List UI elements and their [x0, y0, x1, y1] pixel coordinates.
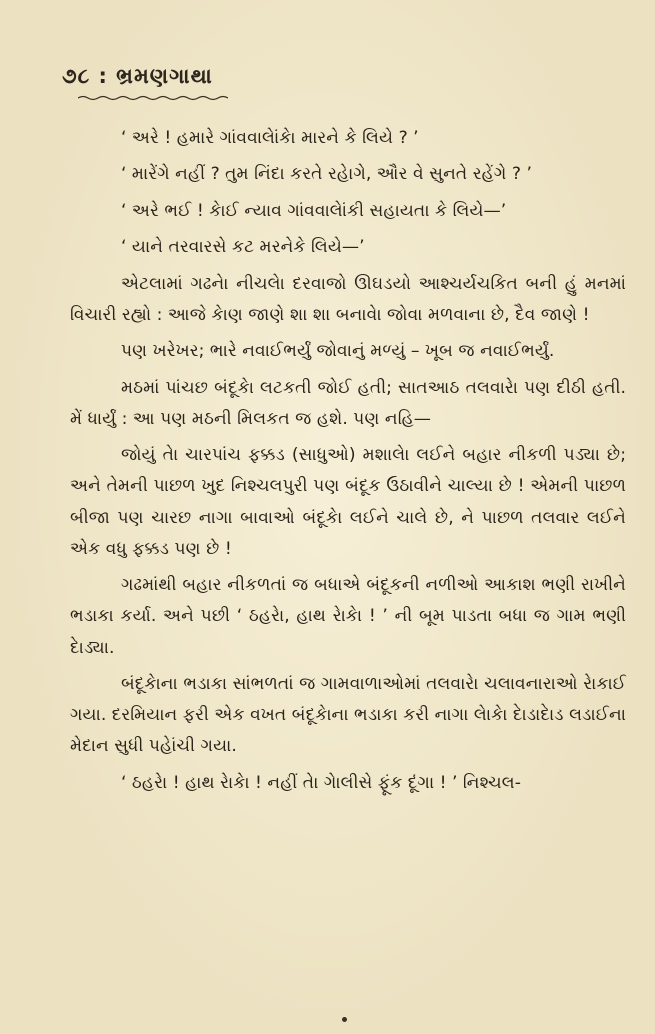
paragraph: ‘ યાને તરવારસે કટ મરનેકે લિયે—’ [121, 237, 365, 258]
paragraph: એટલામાં ગઢનેા નીચલેા દરવાજો ઊઘડયો આશ્ચર્યચકિત બની હું મનમાં વિચારી રહ્યો : આજે કેાણ જાણે શા શા બનાવેા જોવા મળવાના છે, દૈવ જાણે ! [70, 273, 626, 325]
paragraph: ગઢમાંથી બહાર નીકળતાં જ બધાએ બંદૂકની નળીઓ આકાશ ભણી રાખીને ભડાકા કર્યા. અને પછી ‘ ઠહરેા, હાથ રેાકેા ! ’ ની બૂમ પાડતા બધા જ ગામ ભણી દેાડ્યા. [70, 575, 626, 658]
paragraph: મઠમાં પાંચછ બંદૂકેા લટકતી જોઈ હતી; સાતઆઠ તલવારેા પણ દીઠી હતી. મેં ધાર્યું : આ પણ મઠની મિલકત જ હશે. પણ નહિ— [70, 377, 626, 429]
paragraph: બંદૂકેાના ભડાકા સાંભળતાં જ ગામવાળાઓમાં તલવારેા ચલાવનારાઓ રેાકાઈ ગયા. દરમિયાન ફરી એક વખત બંદૂકેાના ભડાકા કરી નાગા લેાકેા દેાડાદેાડ લડાઈના મેદાન સુધી પહેાંચી ગયા. [70, 673, 626, 757]
paragraph: ‘ અરે ભઈ ! કેાઈ ન્યાવ ગાંવવાલેાંકી સહાયતા કે લિયે—’ [121, 200, 507, 221]
wavy-underline [78, 95, 228, 101]
paragraph: ‘ મારેંગે નહીં ? તુમ નિંદા કરતે રહેાગે, ઔર વે સુનતે રહેંગે ? ’ [121, 164, 532, 185]
page-heading: ૭૮ : ભ્રમણગાથા [62, 64, 213, 88]
paragraph: ‘ ઠહરેા ! હાથ રેાકેા ! નહીં તેા ગેાલીસે ફૂંક દૂંગા ! ’ નિશ્ચલ- [121, 772, 521, 793]
paragraph: પણ ખરેખર; ભારે નવાઈભર્યું જોવાનું મળ્યું – ખૂબ જ નવાઈભર્યું. [121, 341, 555, 362]
page-dot-mark [342, 1017, 347, 1022]
paragraph: ‘ અરે ! હમારે ગાંવવાલેાંકેા મારને કે લિયે ? ’ [121, 128, 419, 148]
paragraph: જોયું તેા ચારપાંચ ફક્કડ (સાધુઓ) મશાલેા લઈને બહાર નીકળી પડ્યા છે; અને તેમની પાછળ ખુદ નિશ્ચલપુરી પણ બંદૂક ઉઠાવીને ચાલ્યા છે ! એમની પાછળ બીજા પણ ચારછ નાગા બાવાઓ બંદૂકેા લઈને ચાલે છે, ને પાછળ તલવાર લઈને એક વધુ ફક્કડ પણ છે ! [70, 445, 626, 559]
body-text [70, 123, 626, 804]
